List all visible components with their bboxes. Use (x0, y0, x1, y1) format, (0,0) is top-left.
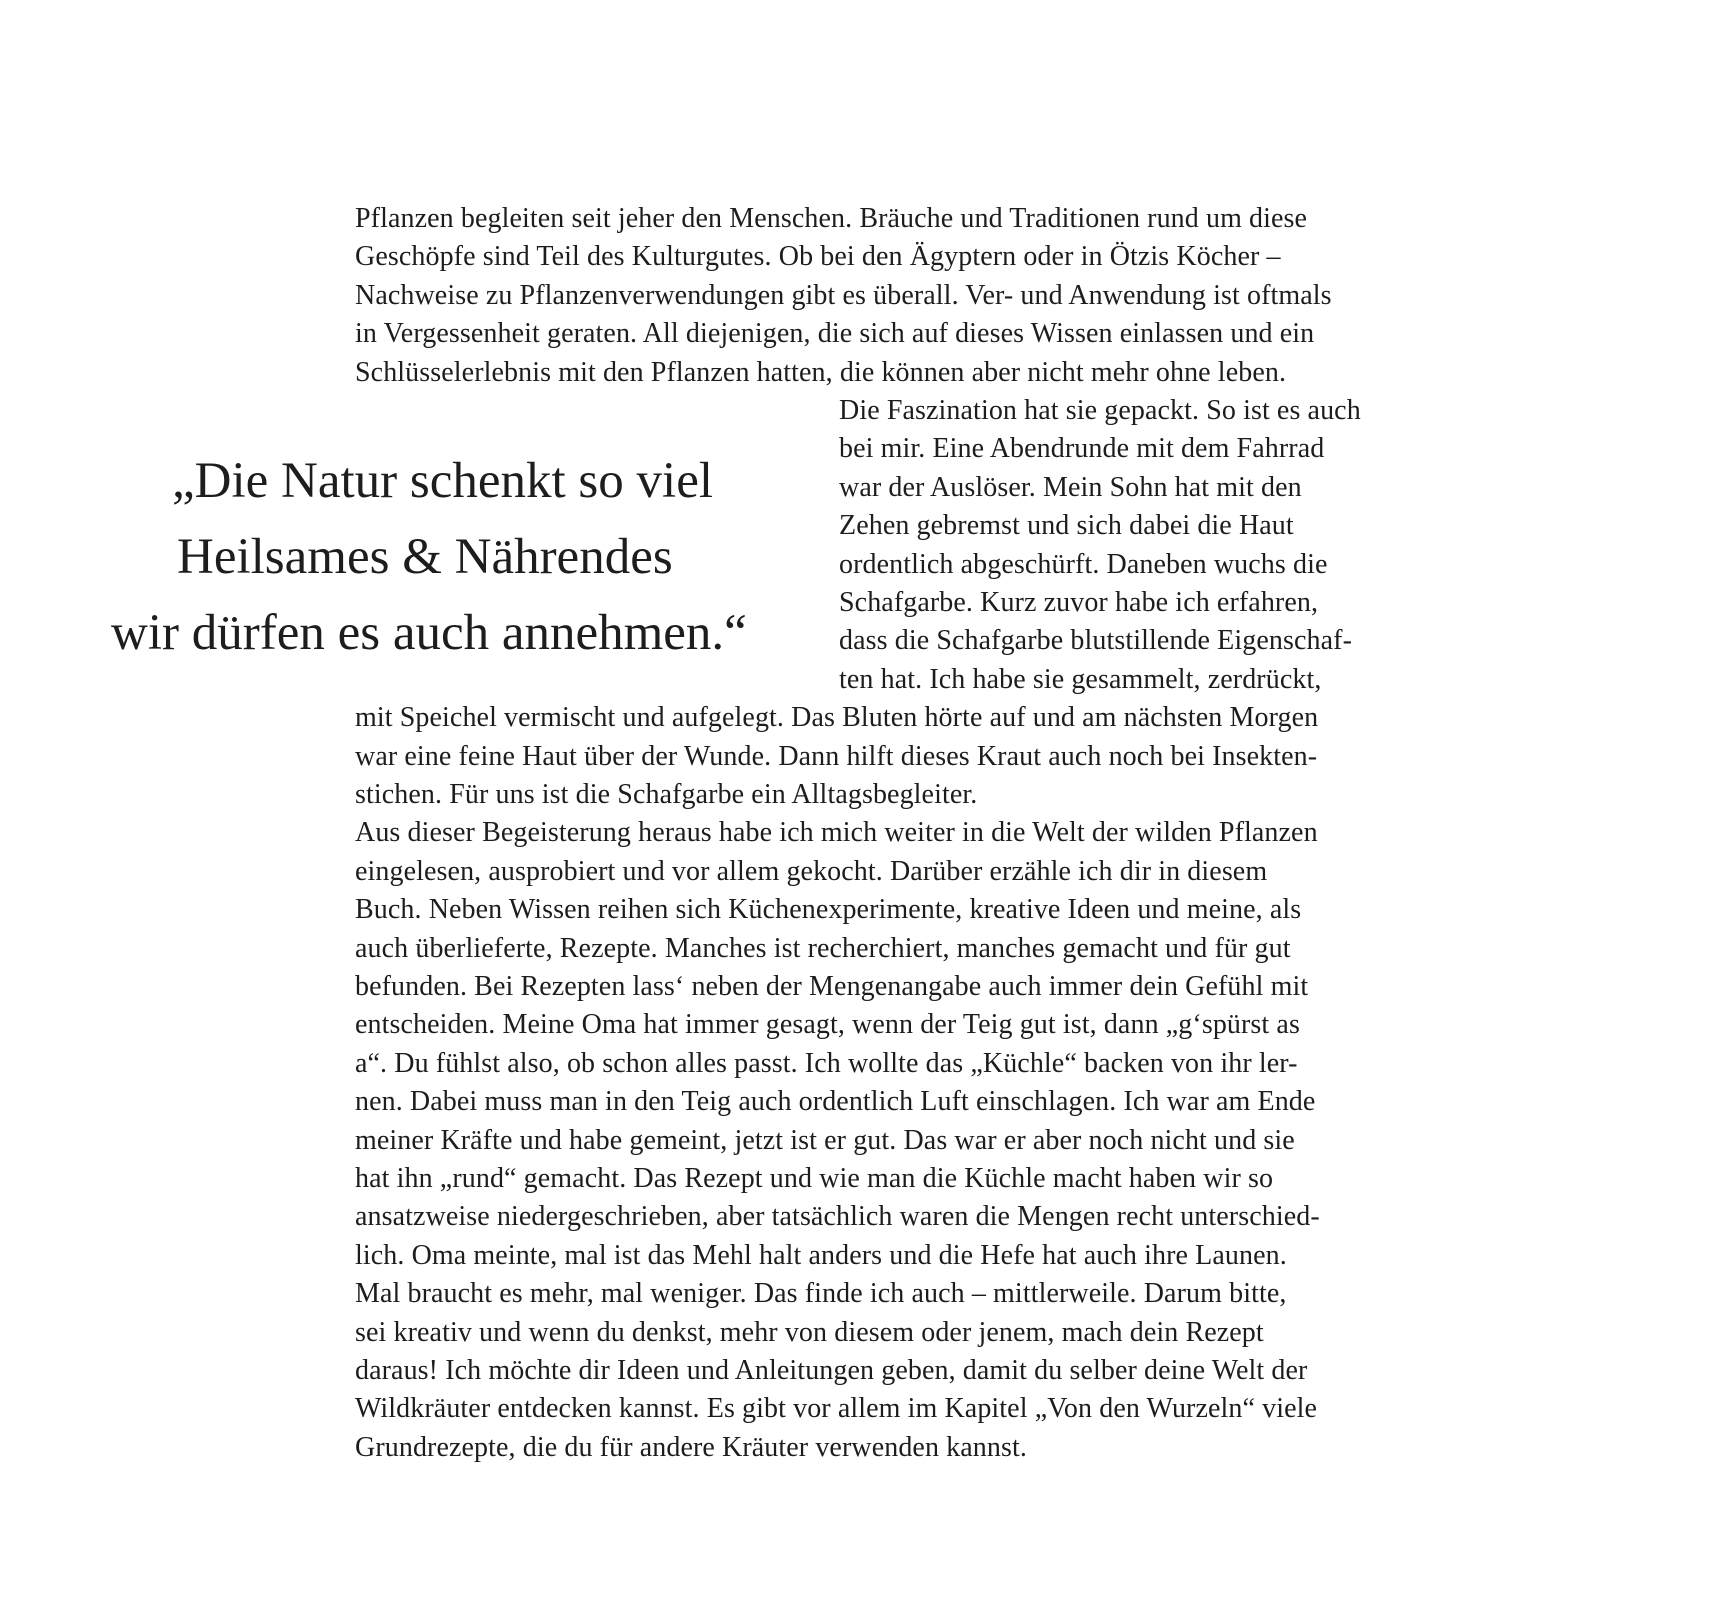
body-text-line: lich. Oma meinte, mal ist das Mehl halt anders und die Hefe hat auch ihre Launen. (355, 1240, 1287, 1271)
body-text-line: Buch. Neben Wissen reihen sich Küchenexperimente, kreative Ideen und meine, als (355, 894, 1302, 925)
body-text-line: mit Speichel vermischt und aufgelegt. Das Bluten hörte auf und am nächsten Morgen (355, 702, 1319, 733)
body-text-line: nen. Dabei muss man in den Teig auch ordentlich Luft einschlagen. Ich war am Ende (355, 1086, 1316, 1117)
body-text-line: war eine feine Haut über der Wunde. Dann hilft dieses Kraut auch noch bei Insekten- (355, 741, 1318, 772)
body-text-line: Die Faszination hat sie gepackt. So ist es auch (839, 395, 1361, 426)
body-text-line: befunden. Bei Rezepten lass‘ neben der Mengenangabe auch immer dein Gefühl mit (355, 971, 1309, 1002)
body-text-line: a“. Du fühlst also, ob schon alles passt. Ich wollte das „Küchle“ backen von ihr ler- (355, 1048, 1298, 1079)
body-text-line: meiner Kräfte und habe gemeint, jetzt ist er gut. Das war er aber noch nicht und sie (355, 1125, 1295, 1156)
body-text-line: ten hat. Ich habe sie gesammelt, zerdrückt, (839, 664, 1322, 695)
body-text-line: entscheiden. Meine Oma hat immer gesagt, wenn der Teig gut ist, dann „g‘spürst as (355, 1009, 1300, 1040)
body-text-line: in Vergessenheit geraten. All diejenigen, die sich auf dieses Wissen einlassen und ein (355, 318, 1315, 349)
body-text-line: Wildkräuter entdecken kannst. Es gibt vor allem im Kapitel „Von den Wurzeln“ viele (355, 1393, 1318, 1424)
pull-quote-line-2: Heilsames & Nährendes (177, 529, 673, 585)
body-text-line: eingelesen, ausprobiert und vor allem gekocht. Darüber erzähle ich dir in diesem (355, 856, 1268, 887)
body-text-line: war der Auslöser. Mein Sohn hat mit den (839, 472, 1302, 503)
body-text-line: daraus! Ich möchte dir Ideen und Anleitungen geben, damit du selber deine Welt der (355, 1355, 1308, 1386)
body-text-line: Pflanzen begleiten seit jeher den Menschen. Bräuche und Traditionen rund um diese (355, 203, 1308, 234)
body-text-line: Grundrezepte, die du für andere Kräuter verwenden kannst. (355, 1432, 1027, 1463)
pull-quote-line-1: „Die Natur schenkt so viel (172, 453, 714, 509)
body-text-line: bei mir. Eine Abendrunde mit dem Fahrrad (839, 433, 1325, 464)
body-text-line: Schlüsselerlebnis mit den Pflanzen hatten, die können aber nicht mehr ohne leben. (355, 357, 1287, 388)
body-text-line: ansatzweise niedergeschrieben, aber tatsächlich waren die Mengen recht unterschied- (355, 1201, 1320, 1232)
body-text-line: Schafgarbe. Kurz zuvor habe ich erfahren, (839, 587, 1319, 618)
body-text-line: sei kreativ und wenn du denkst, mehr von diesem oder jenem, mach dein Rezept (355, 1317, 1264, 1348)
body-text-line: hat ihn „rund“ gemacht. Das Rezept und wie man die Küchle macht haben wir so (355, 1163, 1274, 1194)
body-text-line: dass die Schafgarbe blutstillende Eigenschaf- (839, 625, 1352, 656)
body-text-line: Nachweise zu Pflanzenverwendungen gibt es überall. Ver- und Anwendung ist oftmals (355, 280, 1332, 311)
body-text-line: auch überlieferte, Rezepte. Manches ist recherchiert, manches gemacht und für gut (355, 933, 1291, 964)
body-text-line: ordentlich abgeschürft. Daneben wuchs die (839, 549, 1328, 580)
body-text-line: Geschöpfe sind Teil des Kulturgutes. Ob bei den Ägyptern oder in Ötzis Köcher – (355, 241, 1281, 272)
pull-quote-line-3: wir dürfen es auch annehmen.“ (111, 605, 747, 661)
body-text-line: Zehen gebremst und sich dabei die Haut (839, 510, 1294, 541)
body-text-line: Aus dieser Begeisterung heraus habe ich mich weiter in die Welt der wilden Pflanzen (355, 817, 1318, 848)
body-text-line: Mal braucht es mehr, mal weniger. Das finde ich auch – mittlerweile. Darum bitte, (355, 1278, 1287, 1309)
body-text-line: stichen. Für uns ist die Schafgarbe ein Alltagsbegleiter. (355, 779, 978, 810)
